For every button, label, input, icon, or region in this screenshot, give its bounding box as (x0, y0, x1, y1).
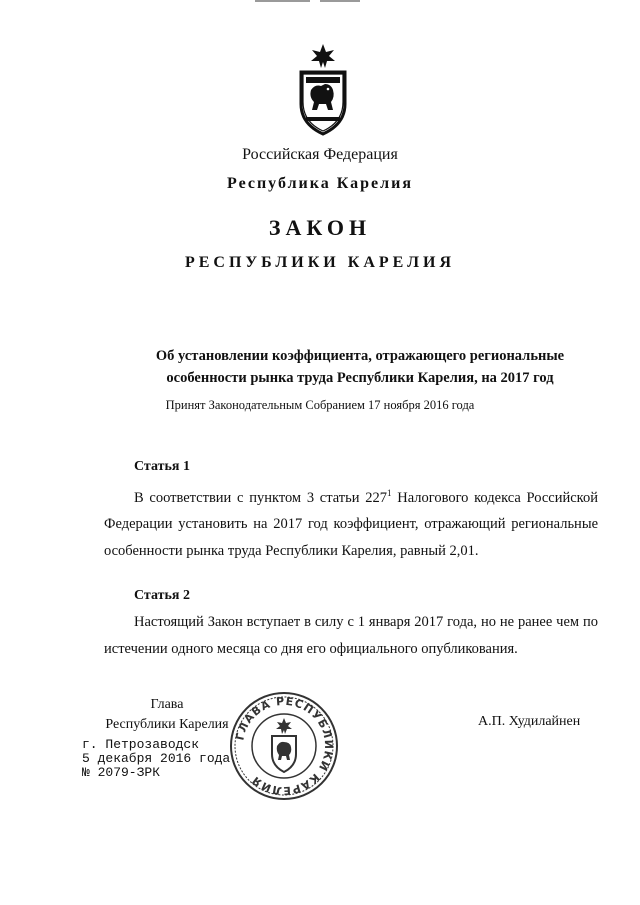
article-2-heading: Статья 2 (134, 588, 190, 603)
scan-mark-2 (320, 0, 360, 2)
article-2-text: Настоящий Закон вступает в силу с 1 января 2017 года, но не ранее чем по истечении одного месяца со дня его официального опубликования. (104, 614, 598, 657)
header-republic: Республика Карелия (227, 175, 413, 192)
article-1-superscript: 1 (387, 488, 392, 498)
registration-date: 5 декабря 2016 года (82, 751, 231, 766)
coat-of-arms-icon (295, 42, 351, 136)
law-title-line-2: особенности рынка труда Республики Карелия, на 2017 год (166, 370, 554, 386)
article-1-text-before: В соответствии с пунктом 3 статьи 227 (134, 489, 387, 506)
registration-number: № 2079-ЗРК (82, 765, 161, 780)
svg-text:ГЛАВА РЕСПУБЛИКИ КАРЕЛИЯ: ГЛАВА РЕСПУБЛИКИ КАРЕЛИЯ (233, 694, 336, 798)
signatory-role (92, 695, 242, 735)
document-type: ЗАКОН (268, 215, 372, 240)
article-1-heading: Статья 1 (134, 459, 190, 474)
registration-city: г. Петрозаводск (82, 737, 200, 752)
adoption-note: Принят Законодательным Собранием 17 ноября 2016 года (165, 398, 475, 412)
document-subtitle: РЕСПУБЛИКИ КАРЕЛИЯ (184, 254, 456, 271)
scan-mark-1 (255, 0, 310, 2)
header-country: Российская Федерация (242, 146, 398, 163)
signatory-name: А.П. Худилайнен (478, 714, 581, 729)
law-title (100, 345, 620, 389)
signatory-role-line-1: Глава (150, 697, 184, 712)
seal-stamp-icon (228, 690, 340, 802)
article-1-text (104, 480, 598, 564)
law-title-line-1: Об установлении коэффициента, отражающего региональные (155, 348, 565, 364)
article-1-text-after: Налогового кодекса Российской Федерации установить на 2017 год коэффициент, отражающий региональные особенности рынка труда Республики Карелия, равный 2,01. (104, 489, 598, 559)
signatory-role-line-2: Республики Карелия (105, 717, 229, 732)
